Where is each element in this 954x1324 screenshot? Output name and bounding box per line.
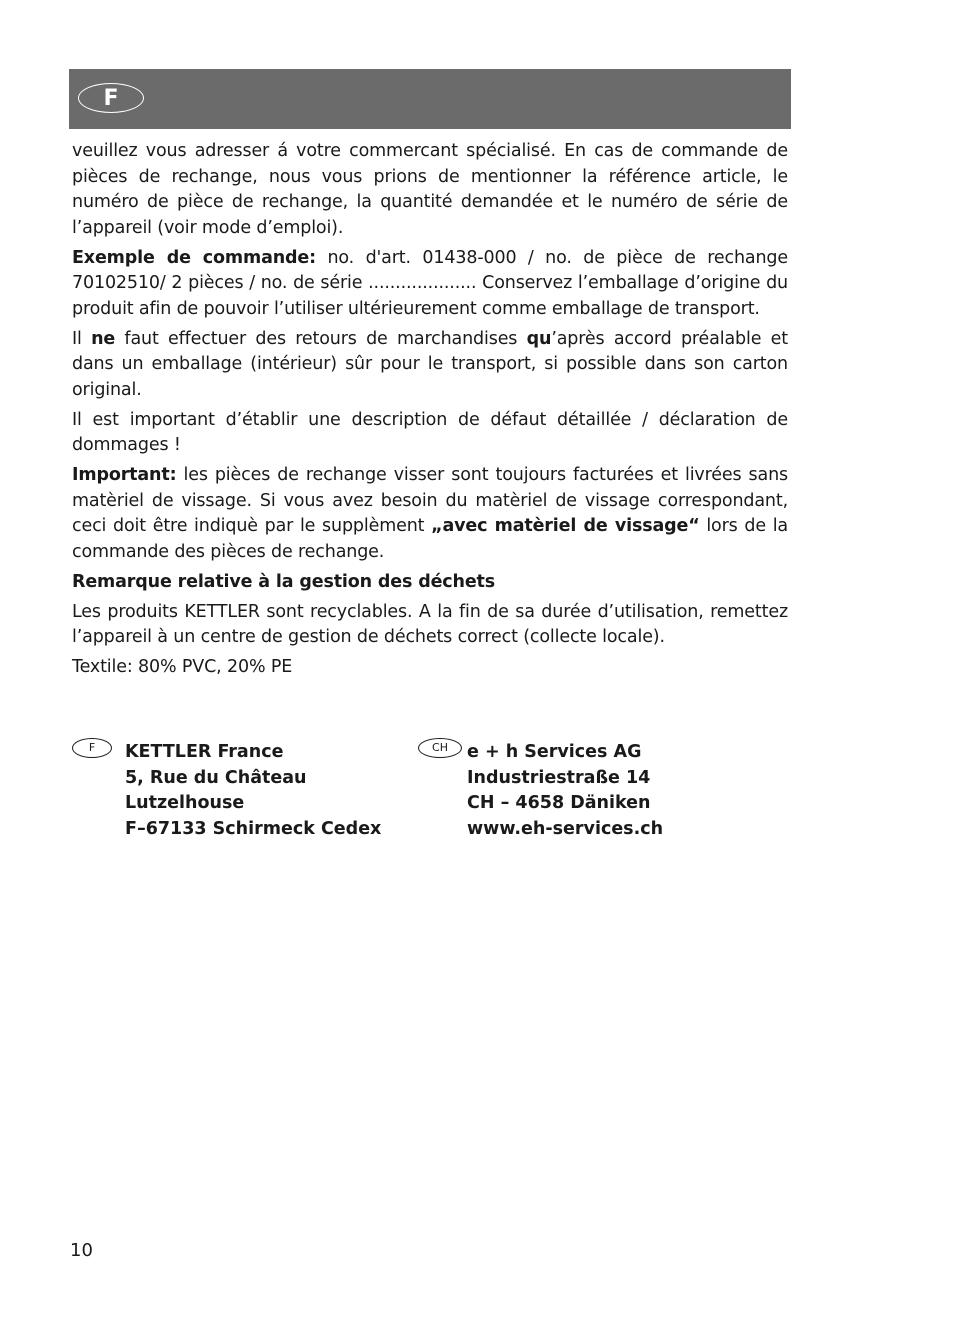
address-line: CH – 4658 Däniken — [467, 793, 651, 813]
address-line: Lutzelhouse — [125, 793, 245, 813]
country-badge-switzerland: CH — [418, 738, 462, 758]
address-line: Industriestraße 14 — [467, 767, 651, 788]
paragraph-order-example: Exemple de commande: no. d'art. 01438-000 / no. de pièce de rechange 70102510/ 2 pièces / no. de série .................... Conservez l’emballage d’origine du produit afin de pouvoir l’utiliser ultérieurement comme emballage de transport. — [72, 247, 788, 319]
paragraph-returns: Il ne faut effectuer des retours de marchandises qu’après accord préalable et dans un emballage (intérieur) sûr pour le transport, si possible dans son carton original. — [72, 328, 788, 400]
paragraph-contact-dealer: veuillez vous adresser á votre commercant spécialisé. En cas de commande de pièces de rechange, nous vous prions de mentionner la référence article, le numéro de pièce de rechange, la quantité demandée et le numéro de série de l’appareil (voir mode d’emploi). — [72, 141, 788, 238]
address-line: KETTLER France — [125, 742, 284, 762]
address-line: F–67133 Schirmeck Cedex — [125, 818, 382, 839]
paragraph-recycling: Les produits KETTLER sont recyclables. A la fin de sa durée d’utilisation, remettez l’appareil à un centre de gestion de déchets correct (collecte locale). — [72, 601, 788, 647]
important-label: Important: — [72, 465, 177, 485]
paragraph-textile: Textile: 80% PVC, 20% PE — [72, 657, 293, 677]
page-number: 10 — [70, 1240, 93, 1261]
waste-heading: Remarque relative à la gestion des déchets — [72, 571, 496, 592]
language-badge: F — [78, 83, 144, 113]
order-example-label: Exemple de commande: — [72, 247, 316, 268]
country-badge-france: F — [72, 738, 112, 758]
paragraph-damage-report: Il est important d’établir une description de défaut détaillée / déclaration de dommages ! — [72, 409, 788, 455]
address-line: e + h Services AG — [467, 742, 642, 762]
body-text — [72, 139, 788, 685]
paragraph-important: Important: les pièces de rechange visser sont toujours facturées et livrées sans matèriel de vissage. Si vous avez besoin du matèriel de vissage correspondant, ceci doit être indiquè par le supplèment „avec matèriel de vissage“ lors de la commande des pièces de rechange. — [72, 465, 788, 562]
address-line: www.eh-services.ch — [467, 818, 664, 839]
language-header-bar — [69, 69, 791, 129]
address-line: 5, Rue du Château — [125, 767, 307, 788]
